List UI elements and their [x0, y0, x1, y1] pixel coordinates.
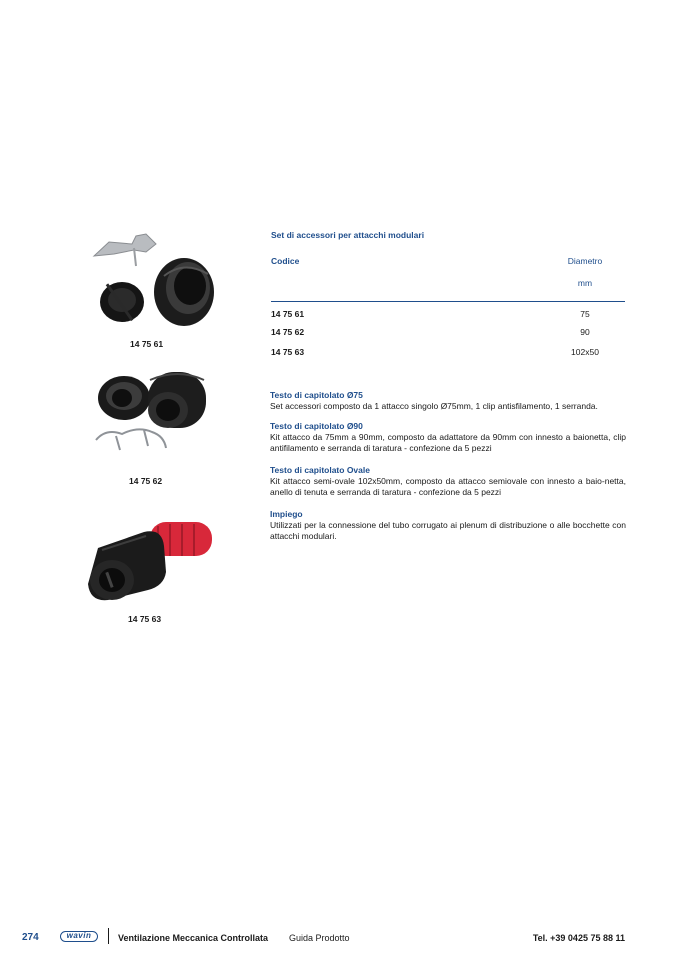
footer-divider — [108, 928, 109, 944]
description-block — [270, 465, 626, 498]
description-text: Set accessori composto da 1 attacco singolo Ø75mm, 1 clip antisfilamento, 1 serranda. — [270, 401, 598, 411]
wavin-logo — [60, 931, 98, 942]
description-heading: Testo di capitolato Ø75 — [270, 390, 363, 400]
description-heading: Testo di capitolato Ovale — [270, 465, 370, 475]
accessory-kit-oval-image — [78, 514, 218, 609]
product-code-label: 14 75 63 — [128, 614, 162, 624]
description-text: Kit attacco da 75mm a 90mm, composto da adattatore da 90mm con innesto a baionetta, clip antifilamento e serranda di taratura - confezione da 5 pezzi — [270, 432, 626, 453]
logo-text: wavin — [66, 931, 92, 940]
table-row-code: 14 75 63 — [271, 347, 305, 357]
section-title: Set di accessori per attacchi modulari — [271, 230, 425, 240]
description-text: Kit attacco semi-ovale 102x50mm, composto da attacco semiovale con innesto a baio-netta, anello di tenuta e serranda di taratura - confezione da 5 pezzi — [270, 476, 626, 497]
page-number: 274 — [22, 932, 39, 943]
table-row-code: 14 75 62 — [271, 327, 305, 337]
footer-title: Ventilazione Meccanica Controllata — [118, 933, 269, 943]
footer-telephone: Tel. +39 0425 75 88 11 — [532, 933, 625, 943]
table-row-code: 14 75 61 — [271, 309, 305, 319]
accessory-set-75-image — [84, 226, 224, 336]
table-row-diameter: 75 — [580, 309, 590, 319]
product-code-label: 14 75 62 — [129, 476, 163, 486]
table-row-diameter: 102x50 — [571, 347, 599, 357]
footer-subtitle: Guida Prodotto — [289, 933, 350, 943]
description-block — [270, 421, 626, 454]
description-text: Utilizzati per la connessione del tubo corrugato ai plenum di distribuzione o alle bocchette con attacchi modulari. — [270, 520, 626, 541]
table-header-diametro: Diametro — [567, 256, 603, 266]
description-block — [270, 509, 626, 542]
description-heading: Impiego — [270, 509, 303, 519]
description-heading: Testo di capitolato Ø90 — [270, 421, 363, 431]
product-code-label: 14 75 61 — [130, 339, 164, 349]
accessory-kit-90-image — [86, 366, 216, 466]
table-row-diameter: 90 — [580, 327, 590, 337]
table-divider — [271, 301, 625, 302]
description-block — [270, 390, 626, 412]
table-header-unit: mm — [577, 278, 593, 288]
table-header-codice: Codice — [271, 256, 300, 266]
